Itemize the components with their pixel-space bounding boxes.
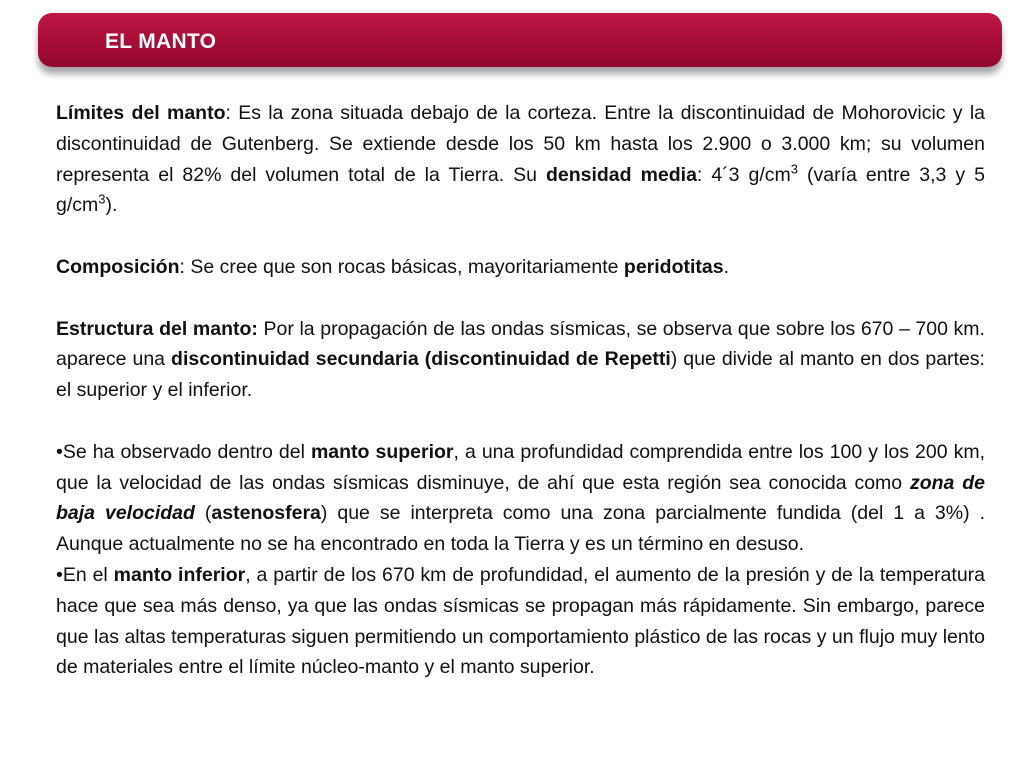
composicion-text: : Se cree que son rocas básicas, mayoritariamente — [179, 255, 624, 278]
slide-title: EL MANTO — [105, 30, 217, 53]
superscript: 3 — [790, 161, 799, 177]
composicion-end: . — [723, 255, 730, 278]
density-value: : 4´3 g/cm — [696, 163, 791, 186]
composicion-label: Composición — [56, 255, 180, 278]
superscript: 3 — [98, 191, 106, 207]
zona-baja-velocidad-term: zona de baja velocidad — [56, 471, 986, 525]
density-label: densidad media — [545, 163, 697, 186]
superior-text-3: ( — [194, 502, 212, 525]
superior-text-4: ) que se interpreta como una zona parcialmente fundida (del 1 a 3%) . Aunque actualmente no se ha encontrado en toda la Tierra y es un término en desuso. — [56, 502, 985, 556]
inferior-text-2: , a partir de los 670 km de profundidad, el aumento de la presión y de la temperatura hace que sea más denso, ya que las ondas sísmicas se propagan más rápidamente. Sin embargo, parece que las altas temperaturas siguen permitiendo un comportamiento plástico de las rocas y un flujo muy lento de materiales entre el límite núcleo-manto y el manto superior. — [56, 563, 985, 679]
estructura-end: ) que divide al manto en dos partes: el superior y el inferior. — [56, 348, 985, 402]
repetti-term: discontinuidad secundaria (discontinuidad de Repetti — [171, 348, 671, 371]
superior-text: •Se ha observado dentro del — [56, 440, 311, 463]
manto-inferior-term: manto inferior — [113, 563, 246, 586]
superior-text-2: , a una profundidad comprendida entre los 100 y los 200 km, que la velocidad de las ondas sísmicas disminuye, de ahí que esta región sea conocida como — [56, 440, 985, 494]
astenosfera-term: astenosfera — [211, 502, 321, 525]
paragraph-estructura — [56, 314, 985, 406]
limites-label: Límites del manto — [56, 102, 226, 124]
estructura-text: Por la propagación de las ondas sísmicas, se observa que sobre los 670 – 700 km. aparece una — [56, 317, 985, 371]
bullet-manto-inferior — [56, 560, 985, 683]
density-end: ). — [105, 194, 118, 217]
peridotitas-term: peridotitas — [623, 255, 724, 278]
estructura-label: Estructura del manto: — [56, 317, 258, 340]
manto-superior-term: manto superior — [310, 440, 454, 463]
limites-text: : Es la zona situada debajo de la corteza. Entre la discontinuidad de Mohorovicic y la discontinuidad de Gutenberg. Se extiende desde los 50 km hasta los 2.900 o 3.000 km; su volumen representa el 82% del volumen total de la Tierra. Su — [56, 102, 986, 186]
density-range: (varía entre 3,3 y 5 g/cm — [56, 163, 985, 217]
paragraph-composicion — [56, 252, 985, 283]
inferior-text: •En el — [56, 563, 114, 586]
bullet-manto-superior — [56, 437, 985, 560]
paragraph-limites — [56, 98, 985, 221]
slide-body — [56, 98, 985, 683]
